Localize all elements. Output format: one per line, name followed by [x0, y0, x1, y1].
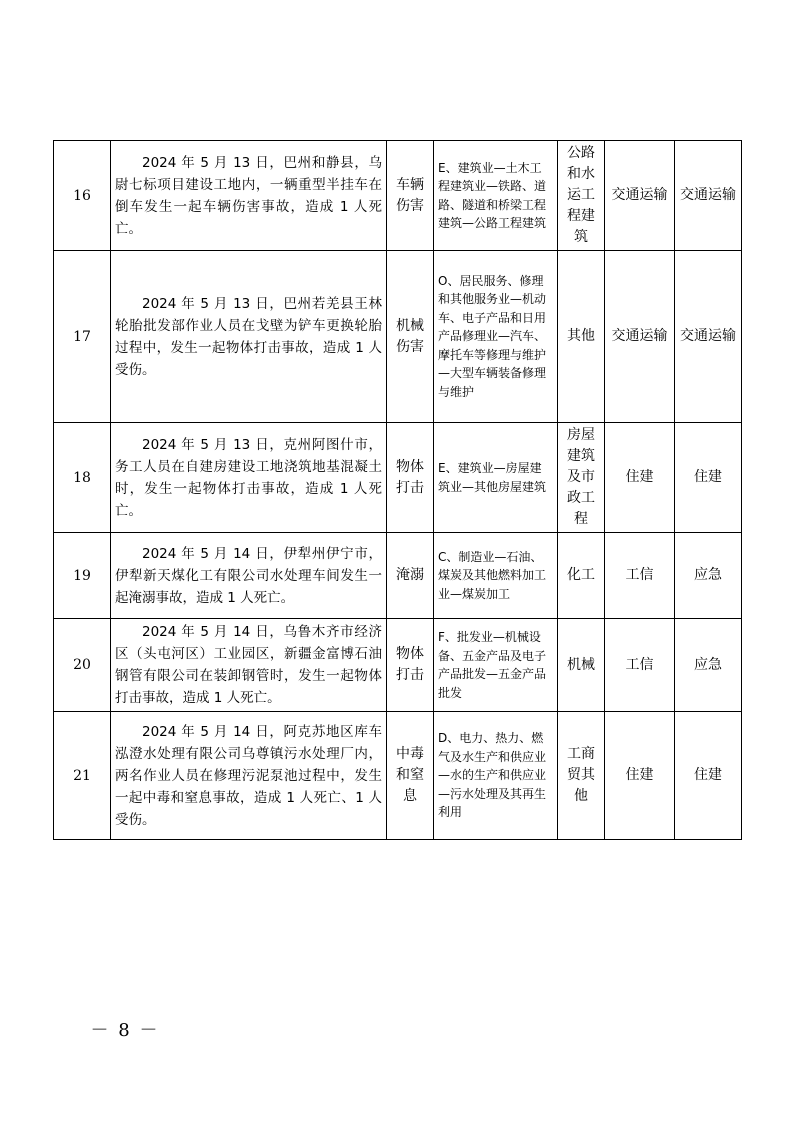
industry-department: 住建: [605, 712, 675, 840]
row-number: 19: [54, 533, 111, 619]
industry-category: 公路和水运工程建筑: [558, 141, 605, 251]
industry-department: 住建: [605, 423, 675, 533]
industry-category: 其他: [558, 251, 605, 423]
industry-classification: E、建筑业—房屋建筑业—其他房屋建筑: [434, 423, 558, 533]
row-number: 18: [54, 423, 111, 533]
row-number: 20: [54, 619, 111, 712]
industry-category: 工商贸其他: [558, 712, 605, 840]
page-number: － 8 －: [90, 1020, 160, 1041]
table-row: [54, 251, 742, 423]
supervising-department: 应急: [675, 619, 742, 712]
industry-department: 工信: [605, 619, 675, 712]
table-row: [54, 712, 742, 840]
accident-description: [111, 141, 387, 251]
table-row: [54, 533, 742, 619]
industry-department: 交通运输: [605, 251, 675, 423]
accident-table: [53, 140, 742, 840]
industry-classification: C、制造业—石油、煤炭及其他燃料加工业—煤炭加工: [434, 533, 558, 619]
industry-classification: O、居民服务、修理和其他服务业—机动车、电子产品和日用产品修理业—汽车、摩托车等修理与维护—大型车辆装备修理与维护: [434, 251, 558, 423]
accident-type: 机械伤害: [387, 251, 434, 423]
description-text: 2024 年 5 月 14 日，阿克苏地区库车泓澄水处理有限公司乌尊镇污水处理厂内，两名作业人员在修理污泥泵池过程中，发生一起中毒和窒息事故，造成 1 人死亡、1 人受伤。: [115, 723, 382, 828]
industry-category: 化工: [558, 533, 605, 619]
table-row: [54, 423, 742, 533]
supervising-department: 交通运输: [675, 251, 742, 423]
accident-type: 物体打击: [387, 619, 434, 712]
description-text: 2024 年 5 月 14 日，伊犁州伊宁市，伊犁新天煤化工有限公司水处理车间发生一起淹溺事故，造成 1 人死亡。: [115, 545, 382, 606]
accident-description: [111, 533, 387, 619]
industry-category: 房屋建筑及市政工程: [558, 423, 605, 533]
row-number: 17: [54, 251, 111, 423]
accident-type: 车辆伤害: [387, 141, 434, 251]
industry-category: 机械: [558, 619, 605, 712]
accident-description: [111, 251, 387, 423]
industry-classification: E、建筑业—土木工程建筑业—铁路、道路、隧道和桥梁工程建筑—公路工程建筑: [434, 141, 558, 251]
industry-department: 交通运输: [605, 141, 675, 251]
description-text: 2024 年 5 月 13 日，克州阿图什市，务工人员在自建房建设工地浇筑地基混凝土时，发生一起物体打击事故，造成 1 人死亡。: [115, 436, 382, 519]
supervising-department: 住建: [675, 423, 742, 533]
description-text: 2024 年 5 月 14 日，乌鲁木齐市经济区（头屯河区）工业园区，新疆金富博石油钢管有限公司在装卸钢管时，发生一起物体打击事故，造成 1 人死亡。: [115, 624, 382, 706]
industry-department: 工信: [605, 533, 675, 619]
row-number: 21: [54, 712, 111, 840]
accident-description: [111, 423, 387, 533]
supervising-department: 应急: [675, 533, 742, 619]
supervising-department: 交通运输: [675, 141, 742, 251]
accident-type: 淹溺: [387, 533, 434, 619]
accident-description: [111, 619, 387, 712]
accident-type: 中毒和窒息: [387, 712, 434, 840]
description-text: 2024 年 5 月 13 日，巴州和静县，乌尉七标项目建设工地内，一辆重型半挂车在倒车发生一起车辆伤害事故，造成 1 人死亡。: [115, 154, 382, 237]
row-number: 16: [54, 141, 111, 251]
accident-type: 物体打击: [387, 423, 434, 533]
accident-description: [111, 712, 387, 840]
table-row: [54, 141, 742, 251]
industry-classification: D、电力、热力、燃气及水生产和供应业—水的生产和供应业—污水处理及其再生利用: [434, 712, 558, 840]
description-text: 2024 年 5 月 13 日，巴州若羌县王林轮胎批发部作业人员在戈壁为铲车更换轮胎过程中，发生一起物体打击事故，造成 1 人受伤。: [115, 295, 382, 378]
table-row: [54, 619, 742, 712]
industry-classification: F、批发业—机械设备、五金产品及电子产品批发—五金产品批发: [434, 619, 558, 712]
supervising-department: 住建: [675, 712, 742, 840]
